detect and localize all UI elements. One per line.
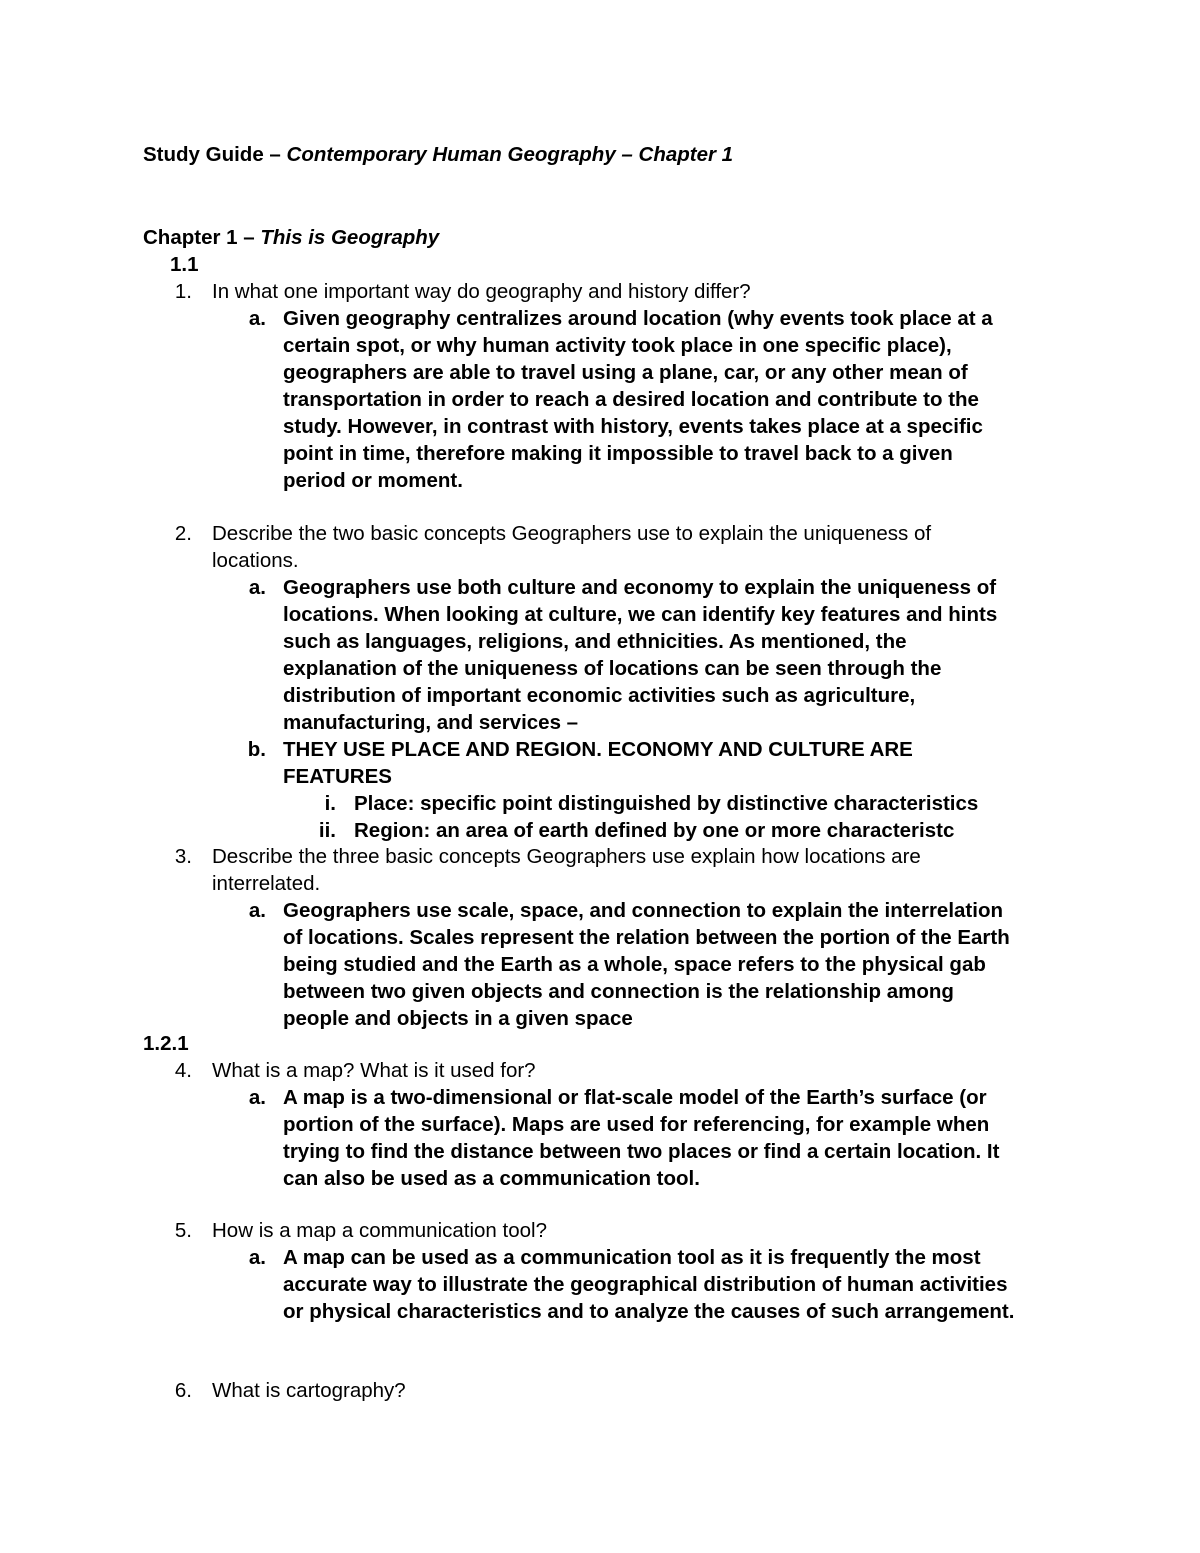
sub-item-text: Region: an area of earth defined by one or more characteristc <box>354 819 955 842</box>
answer-line: A map can be used as a communication tool as it is frequently the most <box>283 1246 981 1269</box>
answer-line: certain spot, or why human activity took place in one specific place), <box>283 334 952 357</box>
question-text: Describe the three basic concepts Geographers use explain how locations are <box>212 845 921 868</box>
question-text: Describe the two basic concepts Geographers use to explain the uniqueness of <box>212 522 932 545</box>
answer-line: geographers are able to travel using a plane, car, or any other mean of <box>283 361 968 384</box>
answer-line: between two given objects and connection is the relationship among <box>283 980 954 1003</box>
title-book: Contemporary Human Geography <box>286 143 616 166</box>
question-number: 1. <box>174 280 192 303</box>
answer-line: explanation of the uniqueness of locations can be seen through the <box>283 657 942 680</box>
answer-line: point in time, therefore making it impossible to travel back to a given <box>283 442 953 465</box>
question-text: interrelated. <box>212 872 321 895</box>
title-chapter: Chapter 1 <box>638 143 734 166</box>
answer-marker: a. <box>248 1086 266 1109</box>
answer-line: trying to find the distance between two places or find a certain location. It <box>283 1140 1000 1163</box>
question-number: 6. <box>174 1379 192 1402</box>
sub-item-text: Place: specific point distinguished by distinctive characteristics <box>354 792 979 815</box>
answer-line: period or moment. <box>283 469 463 492</box>
answer-marker: a. <box>248 576 266 599</box>
section-heading-1-1: 1.1 <box>170 253 199 276</box>
question-text: In what one important way do geography and history differ? <box>212 280 751 303</box>
question-number: 3. <box>174 845 192 868</box>
answer-line: study. However, in contrast with history, events takes place at a specific <box>283 415 983 438</box>
answer-line: such as languages, religions, and ethnicities. As mentioned, the <box>283 630 907 653</box>
question-number: 5. <box>174 1219 192 1242</box>
question-text: How is a map a communication tool? <box>212 1219 547 1242</box>
sub-item-marker: i. <box>324 792 336 815</box>
answer-line: Given geography centralizes around location (why events took place at a <box>283 307 993 330</box>
document-title <box>143 141 733 168</box>
answer-marker: a. <box>248 899 266 922</box>
question-number: 2. <box>174 522 192 545</box>
title-separator: – <box>615 143 639 166</box>
answer-line: FEATURES <box>283 765 392 788</box>
answer-line: can also be used as a communication tool. <box>283 1167 700 1190</box>
answer-line: A map is a two-dimensional or flat-scale model of the Earth’s surface (or <box>283 1086 987 1109</box>
title-prefix: Study Guide – <box>143 143 287 166</box>
answer-line: portion of the surface). Maps are used for referencing, for example when <box>283 1113 990 1136</box>
answer-marker: b. <box>247 738 266 761</box>
chapter-heading <box>143 224 439 251</box>
answer-line: manufacturing, and services – <box>283 711 579 734</box>
question-text: What is a map? What is it used for? <box>212 1059 536 1082</box>
answer-line: or physical characteristics and to analyze the causes of such arrangement. <box>283 1300 1015 1323</box>
answer-line: locations. When looking at culture, we can identify key features and hints <box>283 603 998 626</box>
answer-marker: a. <box>248 307 266 330</box>
section-heading-1-2-1: 1.2.1 <box>143 1032 189 1055</box>
chapter-prefix: Chapter 1 – <box>143 226 261 249</box>
answer-line: Geographers use scale, space, and connection to explain the interrelation <box>283 899 1003 922</box>
answer-line: THEY USE PLACE AND REGION. ECONOMY AND CULTURE ARE <box>283 738 913 761</box>
answer-line: of locations. Scales represent the relation between the portion of the Earth <box>283 926 1010 949</box>
answer-marker: a. <box>248 1246 266 1269</box>
sub-item-marker: ii. <box>318 819 336 842</box>
question-text: What is cartography? <box>212 1379 406 1402</box>
chapter-name: This is Geography <box>260 226 440 249</box>
answer-line: accurate way to illustrate the geographical distribution of human activities <box>283 1273 1008 1296</box>
question-text: locations. <box>212 549 299 572</box>
answer-line: distribution of important economic activities such as agriculture, <box>283 684 916 707</box>
question-number: 4. <box>174 1059 192 1082</box>
answer-line: Geographers use both culture and economy to explain the uniqueness of <box>283 576 997 599</box>
answer-line: being studied and the Earth as a whole, space refers to the physical gab <box>283 953 986 976</box>
answer-line: transportation in order to reach a desired location and contribute to the <box>283 388 979 411</box>
answer-line: people and objects in a given space <box>283 1007 633 1030</box>
